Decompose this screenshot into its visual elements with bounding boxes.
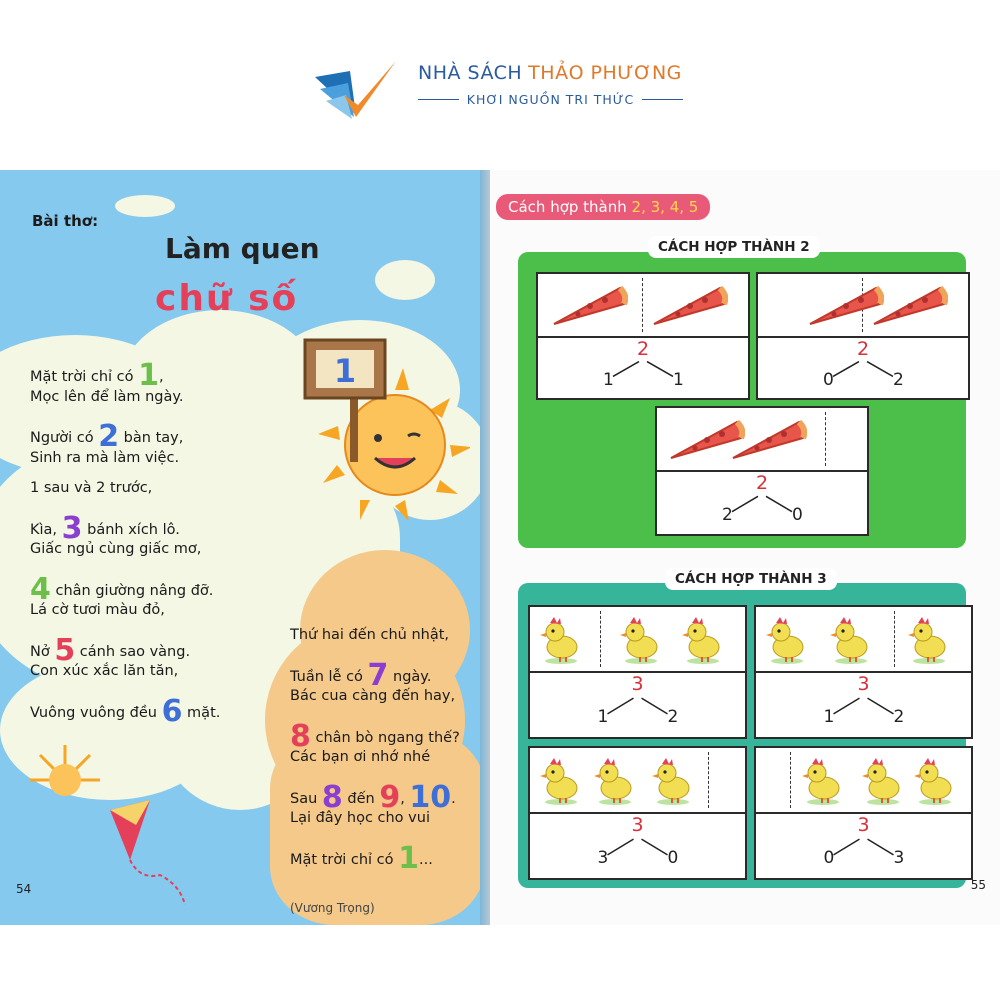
brand-name: NHÀ SÁCH THẢO PHƯƠNG — [418, 62, 682, 84]
composition-card — [528, 605, 747, 739]
pizza-slice-icon — [650, 282, 728, 328]
part-left-number: 1 — [823, 707, 835, 728]
poem-line: Vuông vuông đều 6 mặt. — [30, 693, 221, 729]
chick-icon — [800, 756, 846, 806]
sun-holding-sign-icon — [300, 330, 470, 520]
chick-icon — [592, 756, 638, 806]
total-number: 3 — [857, 673, 870, 695]
poem-line: Mặt trời chỉ có 1, — [30, 358, 164, 393]
poem-line: Thứ hai đến chủ nhật, — [290, 627, 450, 643]
part-right-number: 2 — [893, 707, 905, 728]
group-3-title: CÁCH HỢP THÀNH 3 — [665, 568, 837, 590]
poem-line: Sinh ra mà làm việc. — [30, 449, 180, 466]
page-number-left: 54 — [16, 882, 32, 896]
part-left-number: 2 — [722, 505, 733, 526]
chick-icon — [828, 615, 874, 665]
poem-title-line1: Làm quen — [165, 232, 320, 265]
part-right-number: 3 — [893, 848, 905, 869]
total-number: 3 — [857, 814, 870, 836]
poem-highlight-number: 6 — [161, 693, 183, 729]
poem-line: Nở 5 cánh sao vàng. — [30, 632, 191, 668]
poem-line: Mặt trời chỉ có 1... — [290, 840, 433, 876]
brand-tagline: KHƠI NGUỒN TRI THỨC — [418, 92, 683, 107]
total-number: 3 — [631, 814, 644, 836]
poem-highlight-number: 2 — [98, 419, 120, 454]
composition-card — [754, 605, 973, 739]
poem-line: Người có 2 bàn tay, — [30, 419, 184, 454]
composition-card — [536, 272, 750, 400]
left-page — [0, 170, 490, 925]
poem-line: Bác cua càng đến hay, — [290, 688, 456, 704]
chick-icon — [906, 615, 952, 665]
section-title-tab: Cách hợp thành 2, 3, 4, 5 — [496, 194, 710, 220]
chick-icon — [538, 615, 584, 665]
poem-highlight-number: 10 — [409, 779, 452, 815]
pizza-slice-icon — [729, 416, 807, 462]
chick-icon — [650, 756, 696, 806]
poem-line: Các bạn ơi nhớ nhé — [290, 749, 431, 765]
poem-label: Bài thơ: — [32, 212, 99, 230]
chick-icon — [912, 756, 958, 806]
part-right-number: 0 — [667, 848, 679, 869]
group-2-title: CÁCH HỢP THÀNH 2 — [648, 236, 820, 258]
chick-icon — [860, 756, 906, 806]
poem-line: 1 sau và 2 trước, — [30, 480, 153, 496]
poem-line: Lại đây học cho vui — [290, 810, 430, 826]
poem-highlight-number: 8 — [290, 718, 311, 754]
poem-line: Con xúc xắc lăn tăn, — [30, 663, 179, 679]
part-right-number: 1 — [673, 370, 684, 391]
poem-highlight-number: 9 — [379, 779, 401, 815]
right-page — [490, 170, 1000, 925]
chick-icon — [680, 615, 726, 665]
part-left-number: 1 — [597, 707, 609, 728]
poem-line: 8 chân bò ngang thế? — [290, 718, 460, 754]
composition-card — [754, 746, 973, 880]
page-number-right: 55 — [970, 878, 986, 892]
part-left-number: 0 — [823, 370, 834, 391]
part-right-number: 0 — [792, 505, 803, 526]
pizza-slice-icon — [550, 282, 628, 328]
chick-icon — [764, 615, 810, 665]
part-left-number: 1 — [603, 370, 614, 391]
poem-line: Sau 8 đến 9, 10. — [290, 779, 456, 815]
poem-line: Lá cờ tươi màu đỏ, — [30, 602, 165, 618]
chick-icon — [618, 615, 664, 665]
pizza-slice-icon — [870, 282, 948, 328]
poem-title-line2: chữ số — [155, 278, 299, 319]
poem-highlight-number: 8 — [321, 779, 343, 815]
poem-highlight-number: 4 — [30, 571, 51, 607]
poem-line: Giấc ngủ cùng giấc mơ, — [30, 541, 202, 557]
poem-line: Mọc lên để làm ngày. — [30, 388, 184, 405]
poem-line: Tuần lễ có 7 ngày. — [290, 657, 432, 693]
total-number: 2 — [756, 472, 769, 494]
bookstore-logo-icon — [310, 55, 400, 135]
poem-line: 4 chân giường nâng đỡ. — [30, 571, 214, 607]
poem-line: Kìa, 3 bánh xích lô. — [30, 510, 180, 546]
chick-icon — [538, 756, 584, 806]
part-left-number: 0 — [823, 848, 835, 869]
poem-highlight-number: 5 — [54, 632, 76, 668]
part-right-number: 2 — [667, 707, 679, 728]
poem-highlight-number: 1 — [398, 840, 419, 876]
poem-author: (Vương Trọng) — [290, 901, 375, 915]
composition-card — [528, 746, 747, 880]
poem-highlight-number: 7 — [367, 657, 389, 693]
composition-card — [756, 272, 970, 400]
poem-highlight-number: 3 — [61, 510, 83, 546]
part-left-number: 3 — [597, 848, 609, 869]
total-number: 2 — [637, 338, 650, 360]
poem-highlight-number: 1 — [138, 358, 159, 393]
total-number: 2 — [857, 338, 870, 360]
part-right-number: 2 — [893, 370, 904, 391]
kite-and-sun-icon — [20, 740, 200, 920]
composition-card — [655, 406, 869, 536]
sign-number: 1 — [333, 352, 357, 390]
total-number: 3 — [631, 673, 644, 695]
